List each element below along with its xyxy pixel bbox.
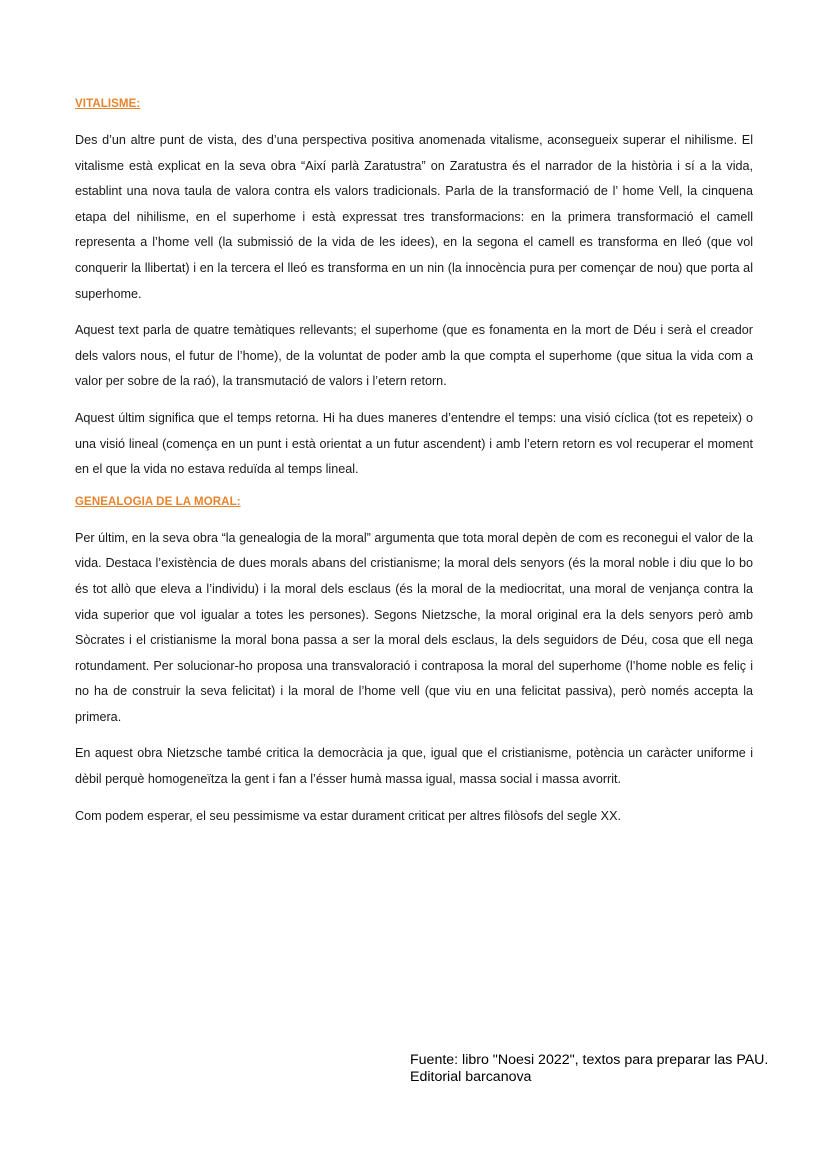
paragraph: Aquest últim significa que el temps retorna. Hi ha dues maneres d’entendre el temps: una visió cíclica (tot es repeteix) o una visió lineal (comença en un punt i està orientat a un futur ascendent) i amb l’etern retorn es vol recuperar el moment en el que la vida no estava reduïda al temps lineal. <box>75 410 753 477</box>
section-heading: VITALISME: <box>75 98 141 110</box>
paragraph: Per últim, en la seva obra “la genealogia de la moral” argumenta que tota moral depèn de com es reconegui el valor de la vida. Destaca l’existència de dues morals abans del cristianisme; la moral dels senyors (és la moral noble i diu que lo bo és tot allò que eleva a l’individu) i la moral dels esclaus (és la moral de la mediocritat, una moral de venjança contra la vida superior que vol igualar a totes les persones). Segons Nietzsche, la moral original era la dels senyors però amb Sòcrates i el cristianisme la moral bona passa a ser la moral dels esclaus, la dels seguidors de Déu, cosa que ell nega rotundament. Per solucionar-ho proposa una transvaloració i contraposa la moral del superhome (l’home noble es feliç i no ha de construir la seva felicitat) i la moral de l’home vell (que viu en una felicitat passiva), però només accepta la primera. <box>75 530 753 724</box>
source-line: Fuente: libro "Noesi 2022", textos para preparar las PAU. <box>410 1052 769 1068</box>
paragraph: En aquest obra Nietzsche també critica la democràcia ja que, igual que el cristianisme, potència un caràcter uniforme i dèbil perquè homogeneïtza la gent i fan a l’ésser humà massa igual, massa social i massa avorrit. <box>75 746 753 787</box>
source-note <box>410 1052 768 1086</box>
section-genealogia <box>75 494 753 830</box>
paragraph: Aquest text parla de quatre temàtiques rellevants; el superhome (que es fonamenta en la mort de Déu i serà el creador dels valors nous, el futur de l’home), de la voluntat de poder amb la que compta el superhome (que situa la vida com a valor per sobre de la raó), la transmutació de valors i l’etern retorn. <box>75 323 753 389</box>
paragraph: Des d’un altre punt de vista, des d’una perspectiva positiva anomenada vitalisme, aconsegueix superar el nihilisme. El vitalisme està explicat en la seva obra “Així parlà Zaratustra” on Zaratustra és el narrador de la història i sí a la vida, establint una nova taula de valora contra els valors tradicionals. Parla de la transformació de l’ home Vell, la cinquena etapa del nihilisme, en el superhome i està expressat tres transformacions: en la primera transformació el camell representa a l’home vell (la submissió de la vida de les idees), en la segona el camell es transforma en lleó (que vol conquerir la llibertat) i en la tercera el lleó es transforma en un nin (la innocència pura per començar de nou) que porta al superhome. <box>75 133 753 301</box>
document-body <box>75 96 753 840</box>
publisher-line: Editorial barcanova <box>410 1069 532 1085</box>
section-vitalisme <box>75 96 753 483</box>
paragraph: Com podem esperar, el seu pessimisme va estar durament criticat per altres filòsofs del segle XX. <box>75 808 621 823</box>
section-heading: GENEALOGIA DE LA MORAL: <box>75 495 241 508</box>
